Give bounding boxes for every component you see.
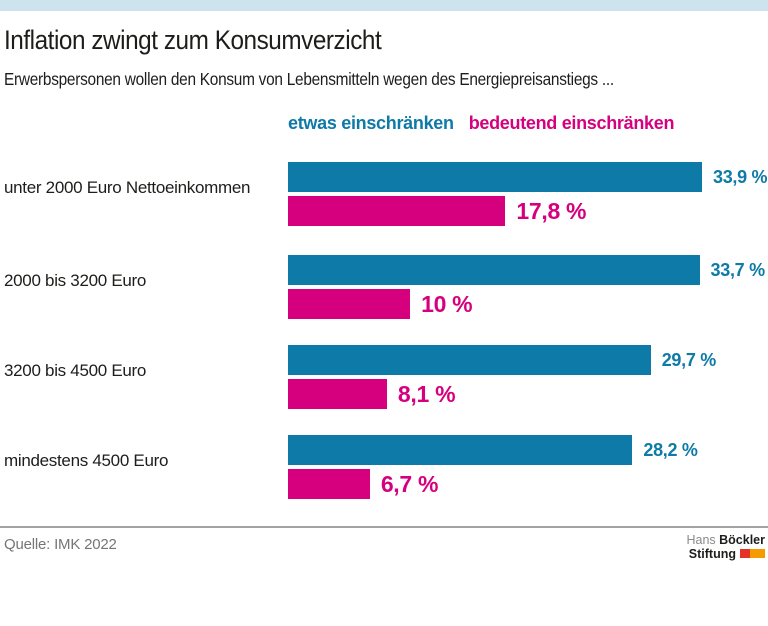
- bar-bedeutend-einschraenken: [288, 289, 410, 319]
- bar-value-label: 33,7 %: [710, 259, 765, 280]
- bar-row: [288, 162, 768, 192]
- logo-text-stiftung: Stiftung: [688, 547, 736, 561]
- category-label: mindestens 4500 Euro: [4, 451, 169, 470]
- legend-item-bedeutend: bedeutend einschränken: [468, 113, 675, 133]
- bar-row: [288, 345, 768, 375]
- legend-item-etwas: etwas einschränken: [288, 113, 454, 133]
- logo-line-1: [686, 533, 765, 547]
- bar-row: [288, 379, 768, 409]
- bar-etwas-einschraenken: [288, 435, 632, 465]
- bar-row: [288, 289, 768, 319]
- bar-etwas-einschraenken: [288, 345, 651, 375]
- logo-text-hans: Hans: [686, 533, 716, 547]
- bar-value-label: 33,9 %: [713, 166, 768, 187]
- chart-group: [0, 345, 768, 409]
- page-title: Inflation zwingt zum Konsumverzicht: [4, 25, 382, 55]
- chart-group: [0, 255, 768, 319]
- footer-divider: [0, 526, 768, 528]
- bar-row: [288, 255, 768, 285]
- bar-row: [288, 435, 768, 465]
- logo-mark-icon: [740, 547, 765, 556]
- bar-chart: [0, 162, 768, 502]
- bar-value-label: 8,1 %: [397, 380, 456, 407]
- bar-value-label: 6,7 %: [380, 470, 439, 497]
- chart-group: [0, 162, 768, 226]
- top-accent-strip: [0, 0, 768, 11]
- bar-etwas-einschraenken: [288, 255, 700, 285]
- logo-text-boeckler: Böckler: [719, 533, 765, 547]
- bar-etwas-einschraenken: [288, 162, 702, 192]
- bar-value-label: 28,2 %: [643, 439, 698, 460]
- bar-value-label: 29,7 %: [661, 349, 716, 370]
- bar-bedeutend-einschraenken: [288, 196, 505, 226]
- source-note: Quelle: IMK 2022: [4, 536, 117, 553]
- category-label: unter 2000 Euro Nettoeinkommen: [4, 178, 251, 197]
- chart-subtitle: Erwerbspersonen wollen den Konsum von Lebensmitteln wegen des Energiepreisanstiegs ...: [4, 69, 614, 89]
- bar-value-label: 10 %: [421, 290, 473, 317]
- category-label: 2000 bis 3200 Euro: [4, 271, 147, 290]
- bar-row: [288, 196, 768, 226]
- category-label: 3200 bis 4500 Euro: [4, 361, 147, 380]
- chart-group: [0, 435, 768, 499]
- logo-line-2: [686, 547, 765, 561]
- hans-boeckler-stiftung-logo: [686, 533, 765, 561]
- bar-bedeutend-einschraenken: [288, 469, 370, 499]
- bar-bedeutend-einschraenken: [288, 379, 387, 409]
- bar-row: [288, 469, 768, 499]
- chart-legend: [288, 113, 674, 134]
- bar-value-label: 17,8 %: [516, 197, 587, 224]
